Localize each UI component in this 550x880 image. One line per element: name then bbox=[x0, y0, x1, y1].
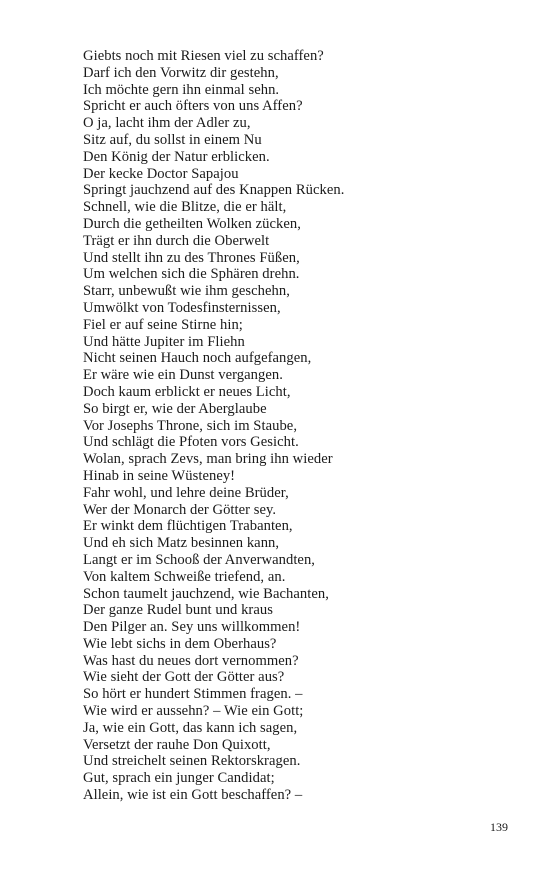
poem-line: Der ganze Rudel bunt und kraus bbox=[83, 602, 273, 619]
poem-line: Und stellt ihn zu des Thrones Füßen, bbox=[83, 249, 300, 266]
poem-line: So hört er hundert Stimmen fragen. – bbox=[83, 686, 303, 703]
page-number: 139 bbox=[490, 820, 508, 834]
poem-line: Umwölkt von Todesfinsternissen, bbox=[83, 299, 281, 316]
poem-line: Versetzt der rauhe Don Quixott, bbox=[83, 736, 271, 753]
poem-line: Und hätte Jupiter im Fliehn bbox=[83, 333, 245, 350]
poem-line: Wie lebt sichs in dem Oberhaus? bbox=[83, 635, 277, 652]
poem-line: Er winkt dem flüchtigen Trabanten, bbox=[83, 518, 293, 535]
poem-line: Giebts noch mit Riesen viel zu schaffen? bbox=[83, 48, 324, 64]
poem-line: Der kecke Doctor Sapajou bbox=[83, 165, 239, 182]
poem-line: Spricht er auch öfters von uns Affen? bbox=[83, 98, 303, 115]
poem-line: Und streichelt seinen Rektorskragen. bbox=[83, 753, 301, 770]
poem-line: Ich möchte gern ihn einmal sehn. bbox=[83, 81, 280, 98]
poem-line: Nicht seinen Hauch noch aufgefangen, bbox=[83, 350, 312, 367]
poem-line: Den Pilger an. Sey uns willkommen! bbox=[83, 619, 301, 636]
poem-line: Er wäre wie ein Dunst vergangen. bbox=[83, 367, 283, 384]
poem-line: Fahr wohl, und lehre deine Brüder, bbox=[83, 484, 289, 501]
poem-line: Trägt er ihn durch die Oberwelt bbox=[83, 232, 270, 249]
poem-line: Was hast du neues dort vernommen? bbox=[83, 652, 299, 669]
poem-line: Und schlägt die Pfoten vors Gesicht. bbox=[83, 434, 299, 451]
poem-line: Ja, wie ein Gott, das kann ich sagen, bbox=[83, 719, 298, 736]
poem-line: Langt er im Schooß der Anverwandten, bbox=[83, 551, 315, 568]
poem-line: Sitz auf, du sollst in einem Nu bbox=[83, 131, 262, 148]
poem-line: Schon taumelt jauchzend, wie Bachanten, bbox=[83, 585, 329, 602]
poem-line: Gut, sprach ein junger Candidat; bbox=[83, 770, 275, 787]
poem-line: O ja, lacht ihm der Adler zu, bbox=[83, 115, 251, 132]
poem-line: So birgt er, wie der Aberglaube bbox=[83, 400, 267, 417]
poem-line: Darf ich den Vorwitz dir gestehn, bbox=[83, 64, 279, 81]
poem-line: Und eh sich Matz besinnen kann, bbox=[83, 535, 280, 552]
poem-line: Wie sieht der Gott der Götter aus? bbox=[83, 669, 285, 686]
poem-line: Schnell, wie die Blitze, die er hält, bbox=[83, 199, 287, 216]
poem-line: Wie wird er aussehn? – Wie ein Gott; bbox=[83, 703, 304, 720]
poem-line: Allein, wie ist ein Gott beschaffen? – bbox=[83, 787, 303, 804]
poem-line: Durch die getheilten Wolken zücken, bbox=[83, 215, 301, 232]
poem-line: Springt jauchzend auf des Knappen Rücken. bbox=[83, 182, 345, 199]
poem-line: Starr, unbewußt wie ihm geschehn, bbox=[83, 283, 290, 300]
poem-line: Wolan, sprach Zevs, man bring ihn wieder bbox=[83, 451, 333, 468]
poem-line: Vor Josephs Throne, sich im Staube, bbox=[83, 417, 298, 434]
poem-line: Wer der Monarch der Götter sey. bbox=[83, 501, 277, 518]
poem-line: Doch kaum erblickt er neues Licht, bbox=[83, 383, 291, 400]
poem-line: Hinab in seine Wüsteney! bbox=[83, 467, 236, 484]
poem-line: Von kaltem Schweiße triefend, an. bbox=[83, 568, 286, 585]
poem-line: Um welchen sich die Sphären drehn. bbox=[83, 266, 300, 283]
poem-text bbox=[83, 48, 344, 804]
poem-line: Den König der Natur erblicken. bbox=[83, 148, 270, 165]
poem-line: Fiel er auf seine Stirne hin; bbox=[83, 316, 243, 333]
